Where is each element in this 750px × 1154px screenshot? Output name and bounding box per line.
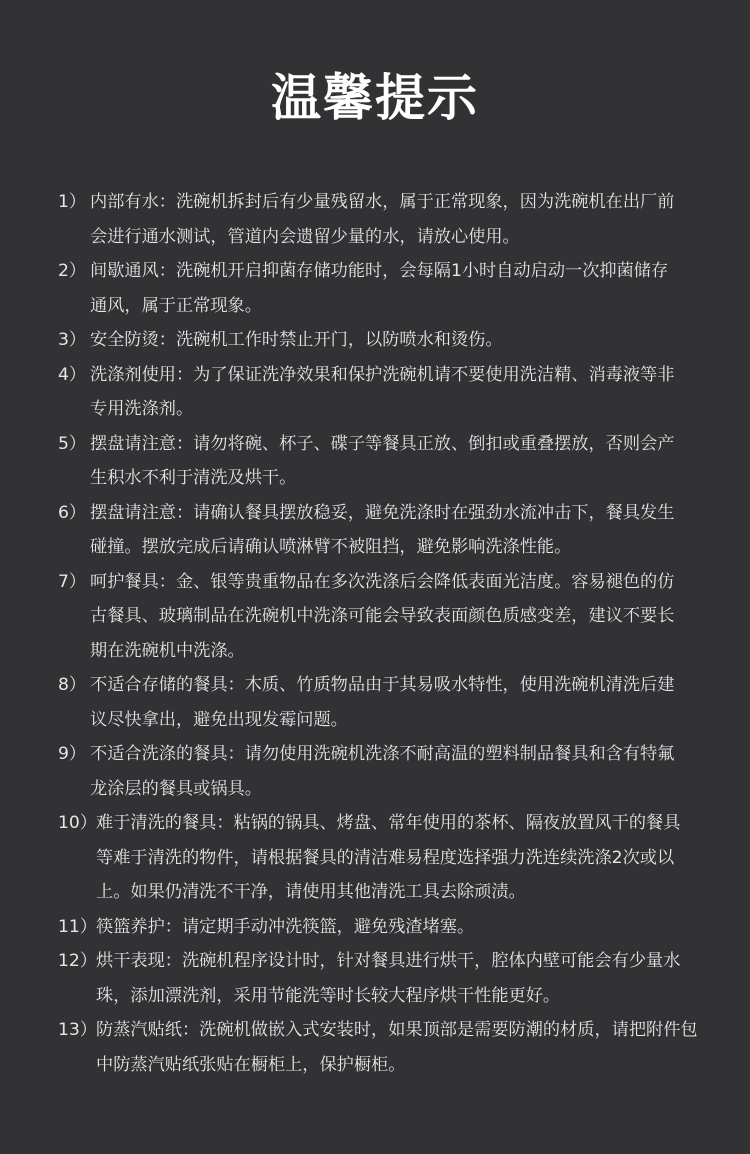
tip-line: 安全防烫：洗碗机工作时禁止开门，以防喷水和烫伤。 <box>90 330 503 350</box>
tip-line: 不适合洗涤的餐具：请勿使用洗碗机洗涤不耐高温的塑料制品餐具和含有特氟 <box>90 744 675 764</box>
tip-number: 6） <box>58 502 87 523</box>
tip-text <box>96 1013 726 1082</box>
tip-line: 筷篮养护：请定期手动冲洗筷篮，避免残渣堵塞。 <box>96 916 475 937</box>
tip-line: 上。如果仍清洗不干净，请使用其他清洗工具去除顽渍。 <box>96 882 526 902</box>
tip-line: 摆盘请注意：请勿将碗、杯子、碟子等餐具正放、倒扣或重叠摆放，否则会产 <box>90 433 675 454</box>
tip-line: 摆盘请注意：请确认餐具摆放稳妥，避免洗涤时在强劲水流冲击下，餐具发生 <box>90 502 675 523</box>
tip-number: 10） <box>58 813 98 833</box>
tip-number: 1） <box>58 192 87 212</box>
tip-item <box>58 806 726 910</box>
tip-line: 难于清洗的餐具：粘锅的锅具、烤盘、常年使用的茶杯、隔夜放置风干的餐具 <box>96 813 681 833</box>
tip-number: 11） <box>58 916 98 937</box>
tip-text <box>90 668 726 737</box>
tip-text <box>90 358 726 427</box>
tip-line: 防蒸汽贴纸：洗碗机做嵌入式安装时，如果顶部是需要防潮的材质，请把附件包 <box>96 1020 698 1040</box>
tip-item <box>58 1013 726 1082</box>
tip-line: 期在洗碗机中洗涤。 <box>90 640 245 661</box>
tips-list <box>58 185 726 1082</box>
tip-line: 会进行通水测试，管道内会遗留少量的水，请放心使用。 <box>90 226 520 247</box>
tip-item <box>58 496 726 565</box>
tip-text <box>96 806 726 910</box>
tip-number: 5） <box>58 433 87 454</box>
tip-text <box>90 427 726 496</box>
tip-line: 专用洗涤剂。 <box>90 399 194 419</box>
tip-line: 等难于清洗的物件，请根据餐具的清洁难易程度选择强力洗连续洗涤2次或以 <box>96 847 675 868</box>
tip-item <box>58 737 726 806</box>
tip-line: 议尽快拿出，避免出现发霉问题。 <box>90 709 348 730</box>
tip-text <box>90 565 726 669</box>
page-title: 温馨提示 <box>271 69 479 127</box>
tip-line: 呵护餐具：金、银等贵重物品在多次洗涤后会降低表面光洁度。容易褪色的仿 <box>90 571 675 592</box>
tip-line: 珠，添加漂洗剂，采用节能洗等时长较大程序烘干性能更好。 <box>96 985 561 1006</box>
tip-number: 9） <box>58 744 87 764</box>
tip-number: 12） <box>58 951 98 971</box>
tip-item <box>58 565 726 669</box>
tip-item <box>58 323 726 358</box>
tip-text <box>96 944 726 1013</box>
tip-line: 中防蒸汽贴纸张贴在橱柜上，保护橱柜。 <box>96 1054 406 1075</box>
tip-line: 通风，属于正常现象。 <box>90 295 262 316</box>
tip-text <box>90 496 726 565</box>
tip-line: 古餐具、玻璃制品在洗碗机中洗涤可能会导致表面颜色质感变差，建议不要长 <box>90 606 675 626</box>
tip-item <box>58 427 726 496</box>
tip-line: 生积水不利于清洗及烘干。 <box>90 468 297 488</box>
tip-line: 不适合存储的餐具：木质、竹质物品由于其易吸水特性，使用洗碗机清洗后建 <box>90 675 675 695</box>
tip-number: 7） <box>58 571 87 592</box>
tip-item <box>58 668 726 737</box>
tip-number: 13） <box>58 1020 98 1040</box>
tip-item <box>58 185 726 254</box>
tip-number: 4） <box>58 364 87 385</box>
tip-line: 龙涂层的餐具或锅具。 <box>90 778 262 799</box>
tip-item <box>58 944 726 1013</box>
tip-number: 3） <box>58 330 87 350</box>
tip-text <box>90 323 726 358</box>
tip-number: 2） <box>58 261 87 281</box>
tip-text <box>90 254 726 323</box>
tip-text <box>90 737 726 806</box>
tip-line: 内部有水：洗碗机拆封后有少量残留水，属于正常现象，因为洗碗机在出厂前 <box>90 192 675 212</box>
tip-item <box>58 910 726 945</box>
tip-text <box>90 185 726 254</box>
tip-line: 间歇通风：洗碗机开启抑菌存储功能时，会每隔1小时自动启动一次抑菌储存 <box>90 261 669 281</box>
tip-item <box>58 254 726 323</box>
tip-number: 8） <box>58 675 87 695</box>
tip-item <box>58 358 726 427</box>
tip-text <box>96 910 726 945</box>
tip-line: 碰撞。摆放完成后请确认喷淋臂不被阻挡，避免影响洗涤性能。 <box>90 537 572 557</box>
tip-line: 烘干表现：洗碗机程序设计时，针对餐具进行烘干，腔体内壁可能会有少量水 <box>96 951 681 971</box>
tip-line: 洗涤剂使用：为了保证洗净效果和保护洗碗机请不要使用洗洁精、消毒液等非 <box>90 364 675 385</box>
